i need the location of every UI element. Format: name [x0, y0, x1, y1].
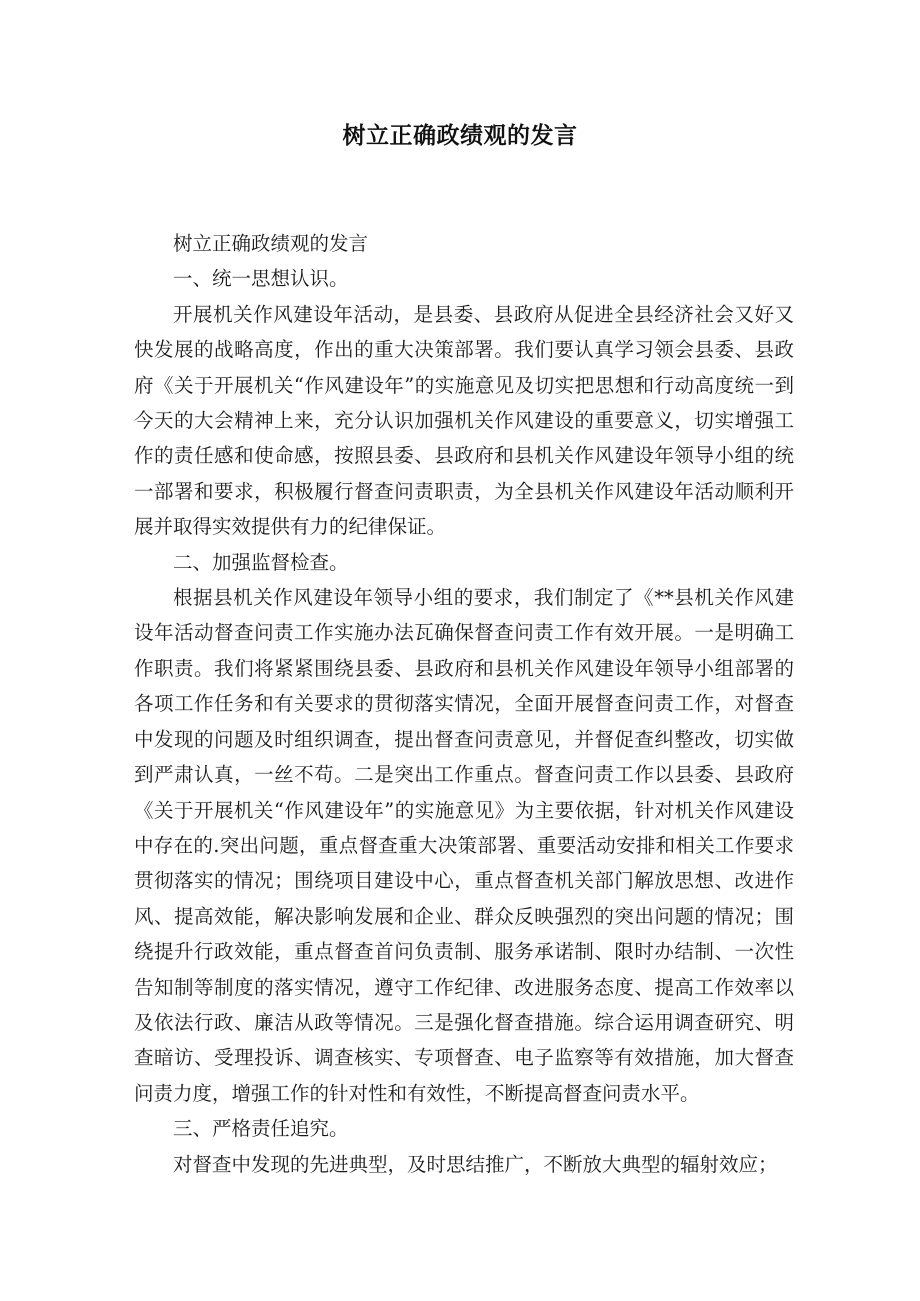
paragraph-2: 根据县机关作风建设年领导小组的要求，我们制定了《**县机关作风建设年活动督查问责工作实施办法瓦确保督查问责工作有效开展。一是明确工作职责。我们将紧紧围绕县委、县政府和县机关作风建设年领导小组部署的各项工作任务和有关要求的贯彻落实情况，全面开展督查问责工作，对督查中发现的问题及时组织调查，提出督查问责意见，并督促查纠整改，切实做到严肃认真，一丝不苟。二是突出工作重点。督查问责工作以县委、县政府《关于开展机关“作风建设年”的实施意见》为主要依据，针对机关作风建设中存在的.突出问题，重点督查重大决策部署、重要活动安排和相关工作要求贯彻落实的情况；围绕项目建设中心，重点督查机关部门解放思想、改进作风、提高效能，解决影响发展和企业、群众反映强烈的突出问题的情况；围绕提升行政效能，重点督查首问负责制、服务承诺制、限时办结制、一次性告知制等制度的落实情况，遵守工作纪律、改进服务态度、提高工作效率以及依法行政、廉洁从政等情况。三是强化督查措施。综合运用调查研究、明查暗访、受理投诉、调查核实、专项督查、电子监察等有效措施，加大督查问责力度，增强工作的针对性和有效性，不断提高督查问责水平。	[134, 586, 794, 1105]
paragraph-3: 对督查中发现的先进典型，及时思结推广，不断放大典型的辐射效应；	[173, 1152, 778, 1176]
section-heading-1: 一、统一思想认识。	[173, 267, 349, 291]
document-body	[134, 226, 794, 1182]
document-title: 树立正确政绩观的发言	[342, 123, 578, 149]
section-heading-2: 二、加强监督检查。	[173, 550, 349, 574]
paragraph-1: 开展机关作风建设年活动，是县委、县政府从促进全县经济社会又好又快发展的战略高度，作出的重大决策部署。我们要认真学习领会县委、县政府《关于开展机关“作风建设年”的实施意见及切实把思想和行动高度统一到今天的大会精神上来，充分认识加强机关作风建设的重要意义，切实增强工作的责任感和使命感，按照县委、县政府和县机关作风建设年领导小组的统一部署和要求，积极履行督查问责职责，为全县机关作风建设年活动顺利开展并取得实效提供有力的纪律保证。	[134, 302, 794, 539]
body-heading: 树立正确政绩观的发言	[173, 232, 369, 255]
section-heading-3: 三、严格责任追究。	[173, 1117, 349, 1141]
